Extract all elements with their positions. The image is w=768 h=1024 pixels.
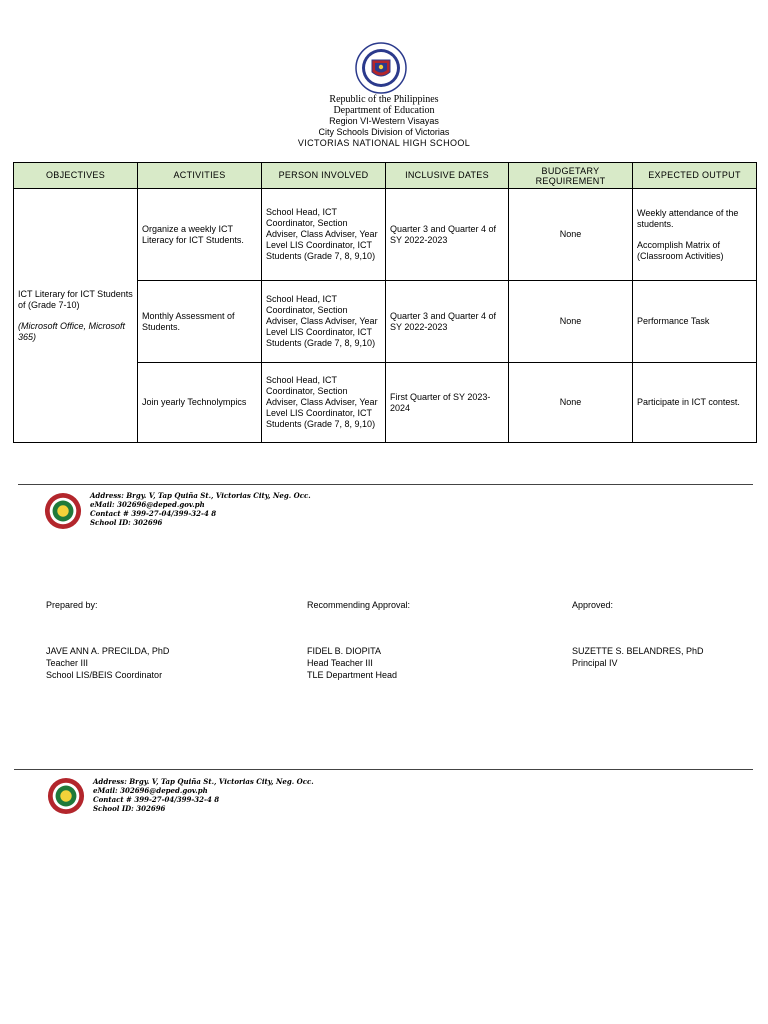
persons-cell: School Head, ICT Coordinator, Section Adviser, Class Adviser, Year Level LIS Coordinator, ICT Students (Grade 7, 8, 9,10) — [262, 189, 386, 281]
footer-contact: Contact # 399-27-04/399-32-4 8 — [93, 795, 220, 804]
recommending-label: Recommending Approval: — [307, 600, 411, 610]
department-line: Department of Education — [333, 105, 435, 116]
footer-address: Address: Brgy. V, Tap Quiña St., Victorias City, Neg. Occ. — [90, 491, 311, 500]
approved-title: Principal IV — [572, 658, 618, 668]
persons-cell: School Head, ICT Coordinator, Section Adviser, Class Adviser, Year Level LIS Coordinator, ICT Students (Grade 7, 8, 9,10) — [262, 281, 386, 363]
output-cell: Performance Task — [633, 281, 757, 363]
table-row — [14, 189, 757, 281]
footer-divider — [18, 484, 753, 485]
activity-cell: Organize a weekly ICT Literacy for ICT Students. — [138, 189, 262, 281]
prepared-title: Teacher III — [46, 658, 89, 668]
objective-note: (Microsoft Office, Microsoft 365) — [18, 320, 126, 342]
republic-line: Republic of the Philippines — [329, 94, 439, 105]
footer-contact-block — [93, 777, 314, 813]
recommending-title-2: TLE Department Head — [307, 670, 398, 680]
dates-cell: First Quarter of SY 2023-2024 — [386, 363, 509, 443]
budget-cell: None — [509, 281, 633, 363]
output-text: Weekly attendance of the students. — [637, 207, 739, 229]
column-header: INCLUSIVE DATES — [386, 163, 509, 189]
objective-cell — [14, 189, 138, 443]
school-seal-logo — [47, 777, 85, 815]
dates-cell: Quarter 3 and Quarter 4 of SY 2022-2023 — [386, 189, 509, 281]
footer-school-id: School ID: 302696 — [93, 804, 166, 813]
footer-address: Address: Brgy. V, Tap Quiña St., Victorias City, Neg. Occ. — [93, 777, 314, 786]
document-header — [0, 94, 768, 149]
recommending-name: FIDEL B. DIOPITA — [307, 646, 382, 656]
school-name: VICTORIAS NATIONAL HIGH SCHOOL — [297, 138, 471, 148]
footer-contact: Contact # 399-27-04/399-32-4 8 — [90, 509, 217, 518]
activity-cell: Join yearly Technolympics — [138, 363, 262, 443]
recommending-title: Head Teacher III — [307, 658, 373, 668]
deped-seal-logo — [355, 42, 407, 94]
action-plan-table — [13, 162, 757, 443]
school-seal-logo — [44, 492, 82, 530]
output-text-2: Accomplish Matrix of (Classroom Activities) — [637, 239, 724, 261]
prepared-title-2: School LIS/BEIS Coordinator — [46, 670, 163, 680]
prepared-name: JAVE ANN A. PRECILDA, PhD — [46, 646, 170, 656]
prepared-label: Prepared by: — [46, 600, 98, 610]
column-header: BUDGETARY REQUIREMENT — [509, 163, 633, 189]
objective-text: ICT Literary for ICT Students of (Grade 7-10) — [18, 288, 133, 310]
region-line: Region VI-Western Visayas — [329, 116, 439, 126]
activity-cell: Monthly Assessment of Students. — [138, 281, 262, 363]
footer-contact-block — [90, 491, 311, 527]
approved-name: SUZETTE S. BELANDRES, PhD — [572, 646, 704, 656]
output-cell — [633, 189, 757, 281]
signatory-prepared — [46, 599, 169, 681]
output-cell: Participate in ICT contest. — [633, 363, 757, 443]
column-header: EXPECTED OUTPUT — [633, 163, 757, 189]
column-header: PERSON INVOLVED — [262, 163, 386, 189]
budget-cell: None — [509, 363, 633, 443]
column-header: ACTIVITIES — [138, 163, 262, 189]
division-line: City Schools Division of Victorias — [318, 127, 450, 137]
footer-divider — [14, 769, 753, 770]
footer-school-id: School ID: 302696 — [90, 518, 163, 527]
column-header: OBJECTIVES — [14, 163, 138, 189]
budget-cell: None — [509, 189, 633, 281]
footer-email: eMail: 302696@deped.gov.ph — [90, 500, 205, 509]
approved-label: Approved: — [572, 600, 614, 610]
persons-cell: School Head, ICT Coordinator, Section Adviser, Class Adviser, Year Level LIS Coordinator, ICT Students (Grade 7, 8, 9,10) — [262, 363, 386, 443]
footer-email: eMail: 302696@deped.gov.ph — [93, 786, 208, 795]
dates-cell: Quarter 3 and Quarter 4 of SY 2022-2023 — [386, 281, 509, 363]
signatory-recommending — [307, 599, 410, 681]
signatory-approved — [572, 599, 704, 669]
table-header-row — [14, 163, 757, 189]
